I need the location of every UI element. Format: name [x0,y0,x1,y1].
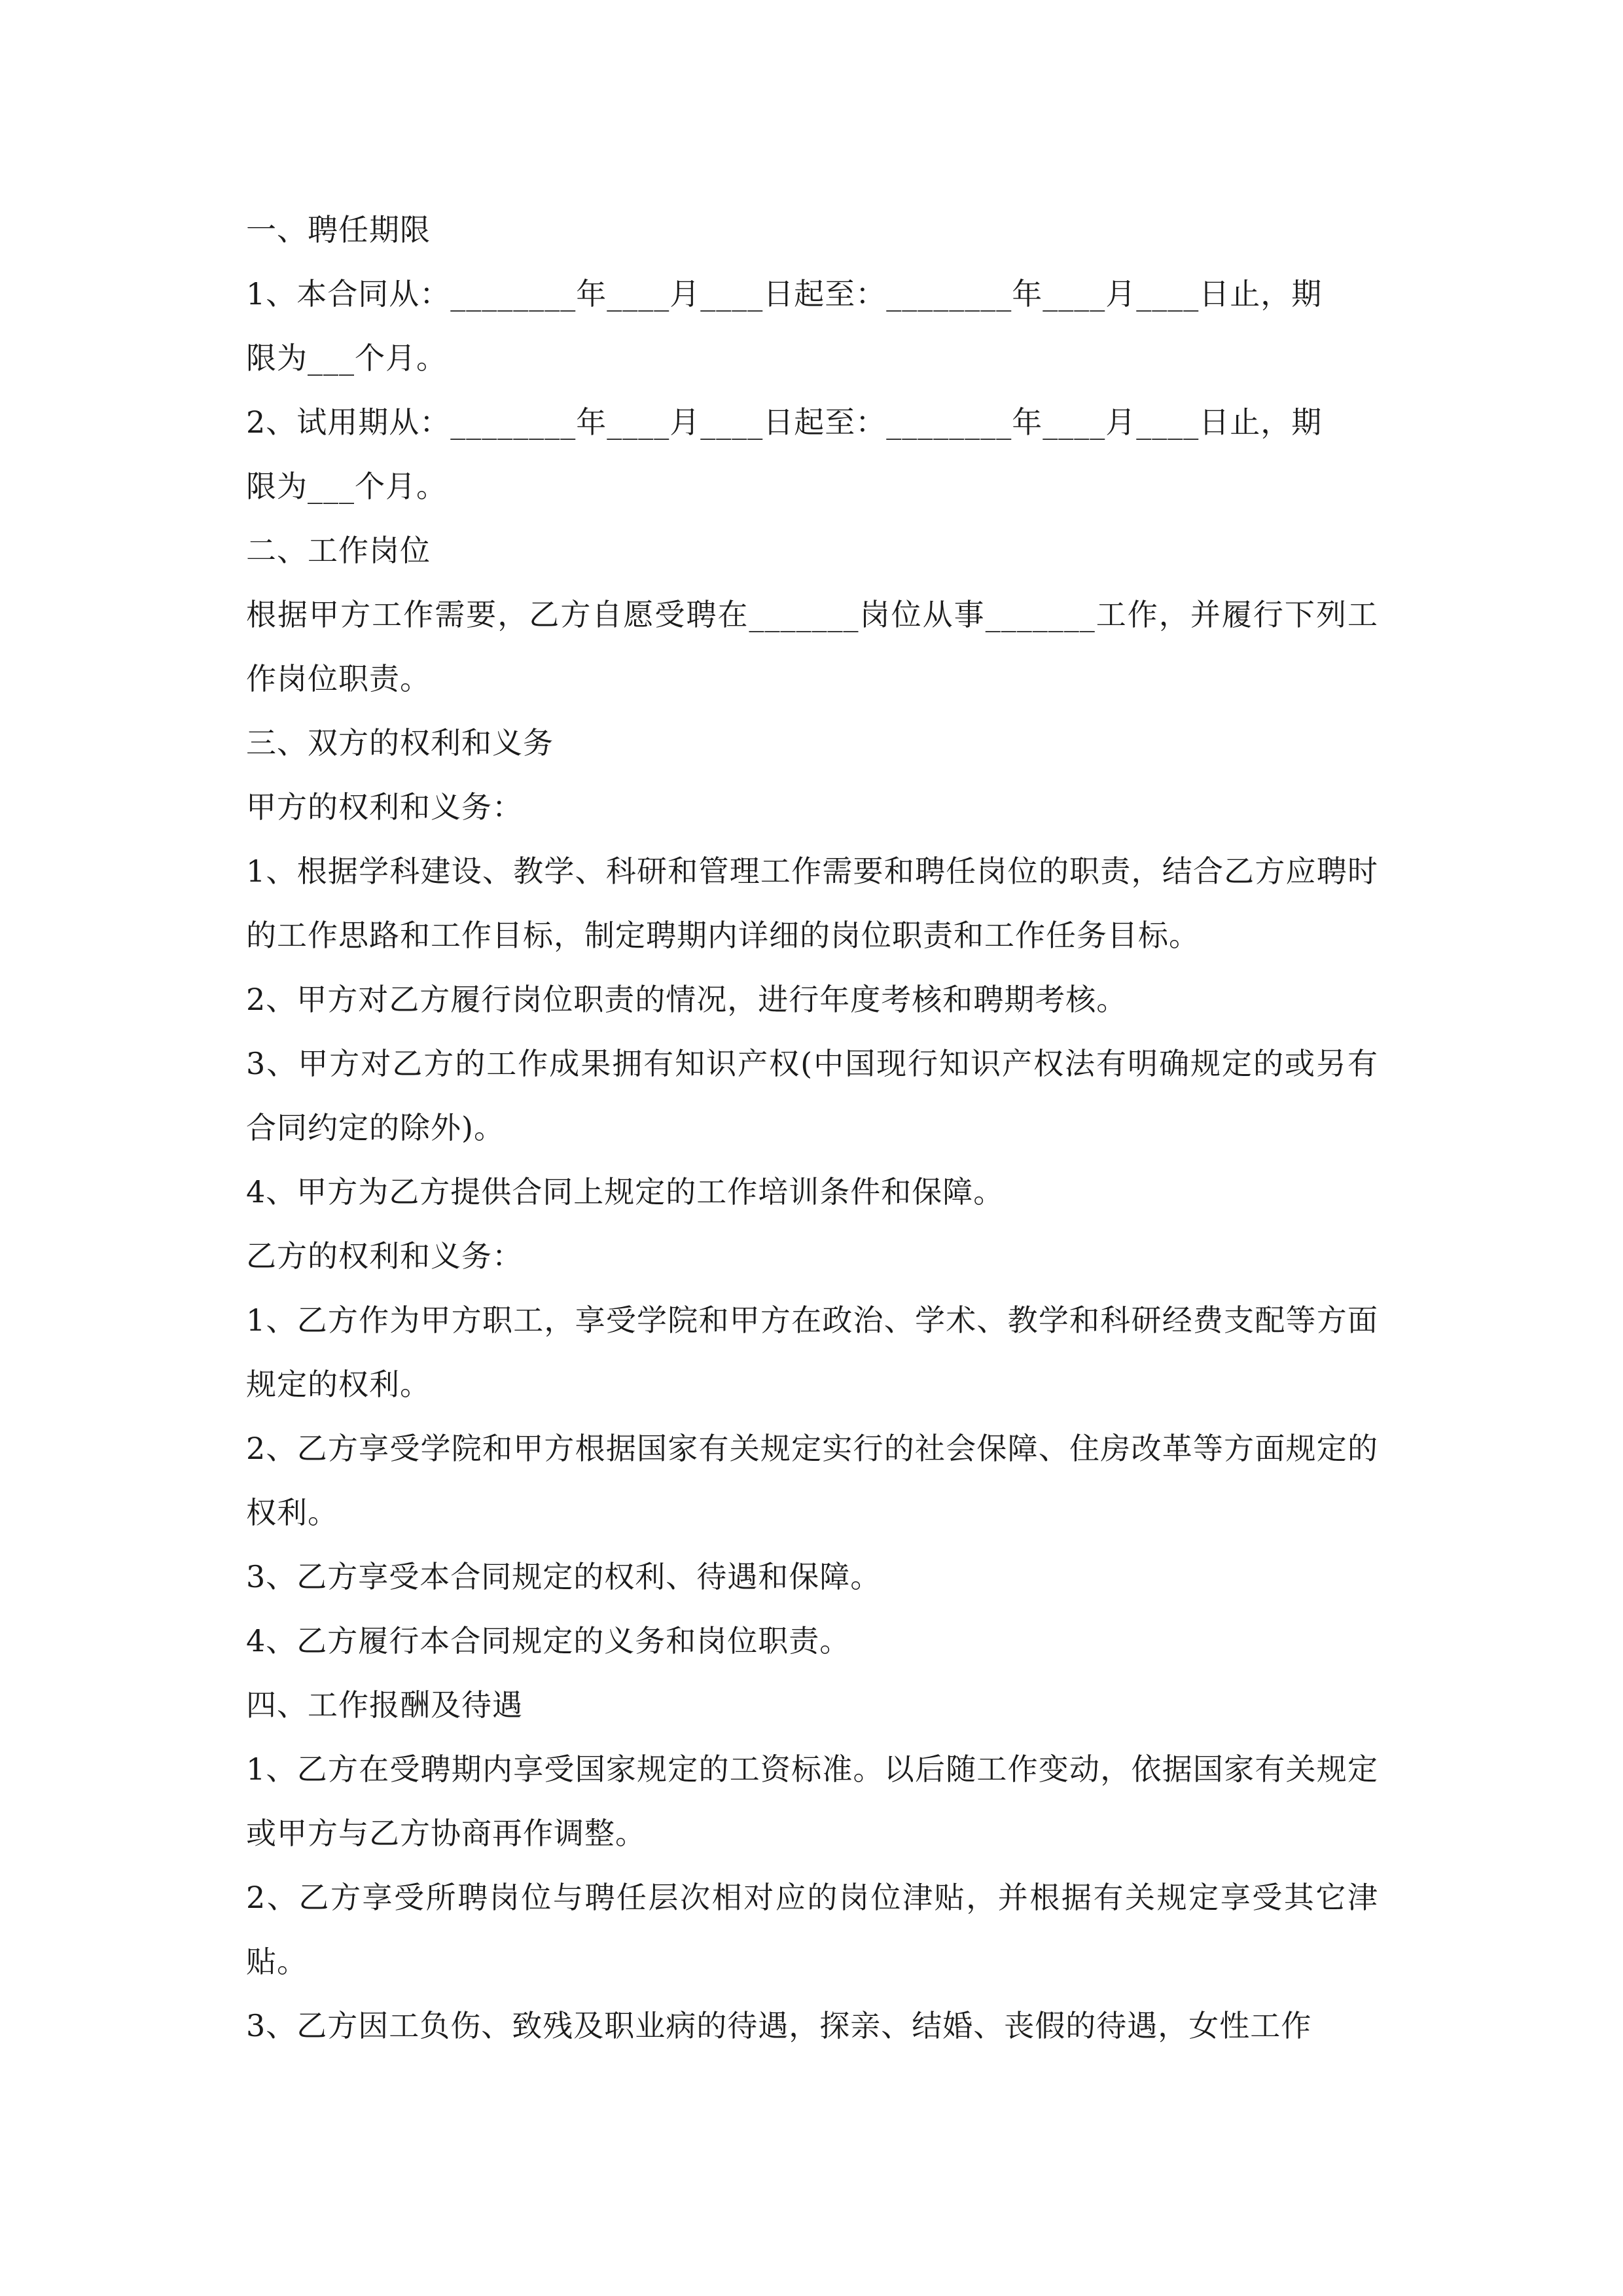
section-heading-rights: 三、双方的权利和义务 [246,725,554,761]
section-heading-remuneration: 四、工作报酬及待遇 [246,1687,523,1723]
party-a-heading: 甲方的权利和义务： [246,789,523,825]
position-paragraph: 根据甲方工作需要，乙方自愿受聘在_______岗位从事_______工作，并履行下列工作岗位职责。 [246,597,1378,696]
party-a-item-4: 4、甲方为乙方提供合同上规定的工作培训条件和保障。 [246,1174,1005,1210]
term-item-2-line-1: 2、试用期从：________年____月____日起至：________年____月____日止，期 [246,404,1323,440]
party-b-item-1: 1、乙方作为甲方职工，享受学院和甲方在政治、学术、教学和科研经费支配等方面规定的权利。 [246,1302,1378,1402]
remuneration-item-3: 3、乙方因工负伤、致残及职业病的待遇，探亲、结婚、丧假的待遇，女性工作 [246,2008,1312,2043]
section-heading-position: 二、工作岗位 [246,533,431,568]
term-item-1-line-2: 限为___个月。 [246,340,447,376]
party-a-item-2: 2、甲方对乙方履行岗位职责的情况，进行年度考核和聘期考核。 [246,982,1128,1017]
party-a-item-1: 1、根据学科建设、教学、科研和管理工作需要和聘任岗位的职责，结合乙方应聘时的工作思路和工作目标，制定聘期内详细的岗位职责和工作任务目标。 [246,853,1378,953]
section-heading-term: 一、聘任期限 [246,212,431,247]
party-a-item-3: 3、甲方对乙方的工作成果拥有知识产权(中国现行知识产权法有明确规定的或另有合同约定的除外)。 [246,1046,1378,1145]
term-item-1-line-1: 1、本合同从：________年____月____日起至：________年____月____日止，期 [246,276,1323,312]
remuneration-item-2: 2、乙方享受所聘岗位与聘任层次相对应的岗位津贴，并根据有关规定享受其它津贴。 [246,1880,1378,1979]
document-page [246,198,1378,2058]
remuneration-item-1: 1、乙方在受聘期内享受国家规定的工资标准。以后随工作变动，依据国家有关规定或甲方与乙方协商再作调整。 [246,1751,1378,1851]
party-b-item-2: 2、乙方享受学院和甲方根据国家有关规定实行的社会保障、住房改革等方面规定的权利。 [246,1431,1378,1530]
term-item-2-line-2: 限为___个月。 [246,469,447,504]
party-b-heading: 乙方的权利和义务： [246,1238,523,1274]
party-b-item-4: 4、乙方履行本合同规定的义务和岗位职责。 [246,1623,851,1659]
party-b-item-3: 3、乙方享受本合同规定的权利、待遇和保障。 [246,1559,882,1594]
